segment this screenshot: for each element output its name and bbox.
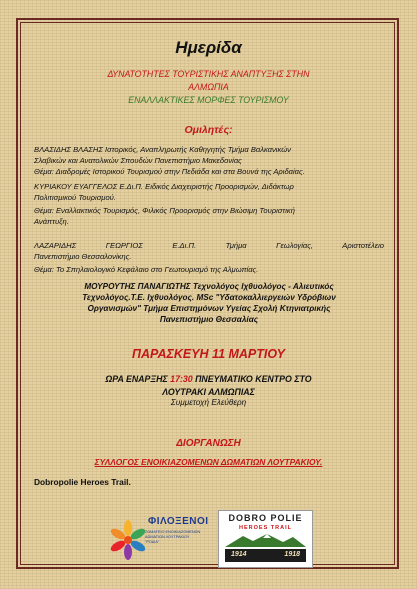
subtitle-alternative-tourism: ΕΝΑΛΛΑΚΤΙΚΕΣ ΜΟΡΦΕΣ ΤΟΥΡΙΣΜΟΥ: [128, 95, 289, 105]
speaker-4-line4: Πανεπιστήμιο Θεσσαλίας: [159, 315, 259, 324]
year-start: 1914: [231, 551, 247, 558]
year-end: 1918: [284, 551, 300, 558]
event-time-venue: [22, 373, 395, 399]
dobropolie-title: DOBRO POLIE: [228, 513, 303, 523]
speaker-1-name-cont: Σλαβικών και Ανατολικών Σπουδών Πανεπιστήμιο Μακεδονίας: [34, 155, 242, 165]
venue: ΛΟΥΤΡΑΚΙ ΑΛΜΩΠΙΑΣ: [162, 387, 255, 397]
speaker-2-name-cont: Πολιτισμικού Τουρισμού.: [34, 192, 116, 202]
speaker-4-line2: Τεχνολόγος.Τ.Ε. Ιχθυολόγος. MSc "Υδατοκαλλιεργειών Υδρόβιων: [82, 293, 336, 302]
speaker-3-name-cont: Πανεπιστήμιο Θεσσαλονίκης.: [34, 251, 132, 261]
dobropolie-banner: [225, 549, 306, 562]
speaker-2: [34, 182, 384, 227]
time-line: [22, 373, 395, 386]
speaker-3-topic: Θέμα: Το Σπηλαιολογικό Κεφάλαιο στο Γεωτουρισμό της Αλμωπίας.: [34, 265, 259, 274]
start-time: 17:30: [170, 374, 193, 384]
dobropolie-logo: [218, 510, 313, 568]
subtitle-line1: ΔΥΝΑΤΟΤΗΤΕΣ ΤΟΥΡΙΣΤΙΚΗΣ ΑΝΑΠΤΥΞΗΣ ΣΤΗΝ: [107, 69, 310, 79]
speaker-2-topic-cont: Ανάπτυξη.: [34, 216, 69, 226]
speaker-1-name: ΒΛΑΣΙΔΗΣ ΒΛΑΣΗΣ Ιστορικός, Αναπληρωτής Καθηγητής Τμήμα Βαλκανικών: [34, 145, 291, 154]
mountain-icon: [225, 533, 306, 547]
subtitle: [22, 68, 395, 94]
speaker-3-name: ΛΑΖΑΡΙΔΗΣ ΓΕΩΡΓΙΟΣ Ε.Δι.Π. Τμήμα Γεωλογίας, Αριστοτέλειο: [34, 241, 384, 250]
subtitle-line2: ΑΛΜΩΠΙΑ: [188, 82, 229, 92]
speaker-2-name: ΚΥΡΙΑΚΟΥ ΕΥΑΓΓΕΛΟΣ Ε.Δι.Π. Ειδικός Διαχειριστής Προορισμών, Διδάκτωρ: [34, 182, 294, 191]
organizer-heading: ΔΙΟΡΓΑΝΩΣΗ: [176, 438, 241, 449]
organizer-name: ΣΥΛΛΟΓΟΣ ΕΝΟΙΚΙΑΖΟΜΕΝΩΝ ΔΩΜΑΤΙΩΝ ΛΟΥΤΡΑΚΙΟΥ.: [94, 457, 323, 467]
dobropolie-subtitle: HEROES TRAIL: [239, 525, 292, 531]
event-title: Ημερίδα: [175, 38, 242, 57]
speaker-2-topic: Θέμα: Εναλλακτικός Τουρισμός, Φιλικός Προορισμός στην Βιώσιμη Τουριστική: [34, 206, 295, 215]
speaker-4-line3: Οργανισμών" Τμήμα Επιστημόνων Υγείας Σχολή Κτηνιατρικής: [87, 304, 331, 313]
speakers-heading: Ομιλητές:: [184, 124, 233, 136]
event-date: ΠΑΡΑΣΚΕΥΗ 11 ΜΑΡΤΙΟΥ: [132, 347, 285, 361]
filoxenoi-subtext: ΣΩΜΑΤΕΙΟ ΕΝΟΙΚΙΑΖΟΜΕΝΩΝ ΔΩΜΑΤΙΩΝ ΛΟΥΤΡΑΚΙΟΥ "ΡΟΔΙΑ": [145, 530, 201, 544]
co-organizer: Dobropolie Heroes Trail.: [34, 477, 131, 487]
speaker-1: [34, 145, 384, 178]
speaker-1-topic: Θέμα: Διαδρομές Ιστορικού Τουρισμού στην Πεδιάδα και στα Βουνά της Αριδαίας.: [34, 167, 305, 176]
speaker-3: [34, 241, 384, 276]
speaker-4-line1: ΜΟΥΡΟΥΤΗΣ ΠΑΝΑΓΙΩΤΗΣ Τεχνολόγος Ιχθυολόγος - Αλιευτικός: [84, 282, 334, 291]
entry-note: Συμμετοχή Ελεύθερη: [170, 398, 247, 407]
time-prefix: ΩΡΑ ΕΝΑΡΞΗΣ: [105, 374, 171, 384]
speaker-4: [34, 281, 384, 325]
filoxenoi-name: ΦΙΛΟΞΕΝΟΙ: [148, 516, 209, 527]
time-suffix: ΠΝΕΥΜΑΤΙΚΟ ΚΕΝΤΡΟ ΣΤΟ: [192, 374, 312, 384]
